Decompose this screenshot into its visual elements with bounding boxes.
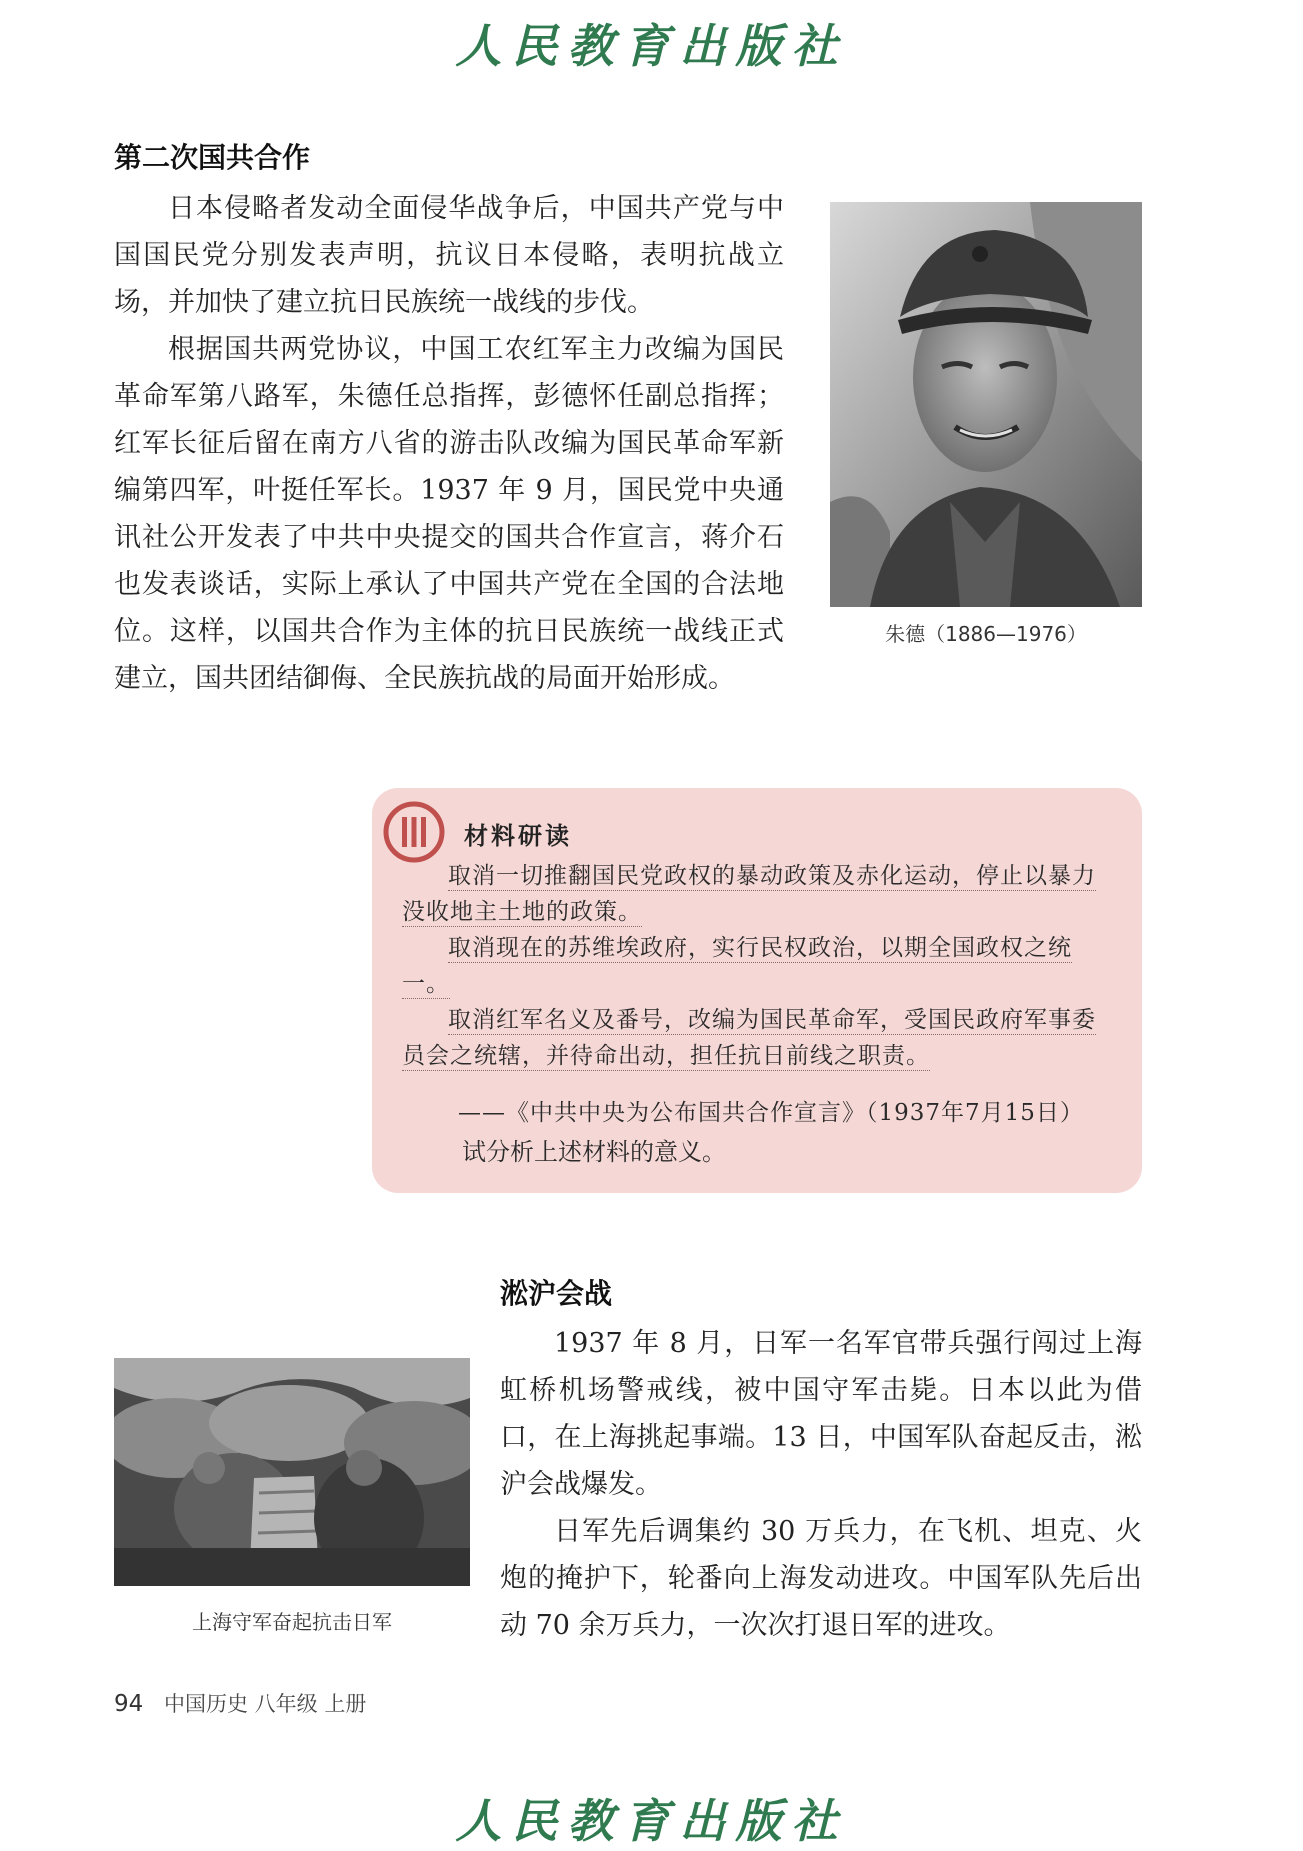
material-question: 试分析上述材料的意义。 [462,1138,726,1166]
zhu-de-photo-caption: 朱德（1886—1976） [885,622,1087,646]
page-number: 94 [114,1691,144,1717]
reading-material-icon [382,800,446,864]
shanghai-defenders-photo [114,1358,470,1586]
section2-body [500,1320,1142,1649]
page-footer [114,1688,366,1718]
material-quote-3 [402,1002,1114,1074]
material-quote-2-text: 取消现在的苏维埃政府，实行民权政治，以期全国政权之统一。 [402,935,1072,997]
material-quote-1-text: 取消一切推翻国民党政权的暴动政策及赤化运动，停止以暴力没收地主土地的政策。 [402,863,1096,925]
book-title: 中国历史 八年级 上册 [163,1692,367,1716]
section2-paragraph-2: 日军先后调集约 30 万兵力，在飞机、坦克、火炮的掩护下，轮番向上海发动进攻。中国军队先后出动 70 余万兵力，一次次打退日军的进攻。 [500,1516,1142,1641]
zhu-de-photo [830,202,1142,607]
material-source: ——《中共中央为公布国共合作宣言》（1937年7月15日） [458,1100,1084,1126]
material-reading-box [372,788,1142,1193]
section1-paragraph-1: 日本侵略者发动全面侵华战争后，中国共产党与中国国民党分别发表声明，抗议日本侵略，表明抗战立场，并加快了建立抗日民族统一战线的步伐。 [114,193,784,318]
section-title-united-front: 第二次国共合作 [114,141,311,174]
material-quotes [402,858,1114,1074]
zhu-de-portrait-image [830,202,1142,607]
shanghai-defenders-image [114,1358,470,1586]
publisher-logo-top: 人民教育出版社 [455,19,848,73]
material-heading: 材料研读 [464,822,572,850]
material-quote-3-text: 取消红军名义及番号，改编为国民革命军，受国民政府军事委员会之统辖，并待命出动，担任抗日前线之职责。 [402,1007,1096,1069]
section1-body [114,185,784,702]
publisher-logo-bottom: 人民教育出版社 [455,1794,848,1848]
material-quote-1 [402,858,1114,930]
shanghai-photo-caption: 上海守军奋起抗击日军 [192,1610,392,1634]
section1-paragraph-2: 根据国共两党协议，中国工农红军主力改编为国民革命军第八路军，朱德任总指挥，彭德怀任副总指挥；红军长征后留在南方八省的游击队改编为国民革命军新编第四军，叶挺任军长。1937 年 9 月，国民党中央通讯社公开发表了中共中央提交的国共合作宣言，蒋介石也发表谈话，实际上承认了中国共产党在全国的合法地位。这样，以国共合作为主体的抗日民族统一战线正式建立，国共团结御侮、全民族抗战的局面开始形成。 [114,334,784,694]
section-title-songhu-battle: 淞沪会战 [500,1277,613,1310]
material-quote-2 [402,930,1114,1002]
section2-paragraph-1: 1937 年 8 月，日军一名军官带兵强行闯过上海虹桥机场警戒线，被中国守军击毙。日本以此为借口，在上海挑起事端。13 日，中国军队奋起反击，淞沪会战爆发。 [500,1328,1142,1500]
